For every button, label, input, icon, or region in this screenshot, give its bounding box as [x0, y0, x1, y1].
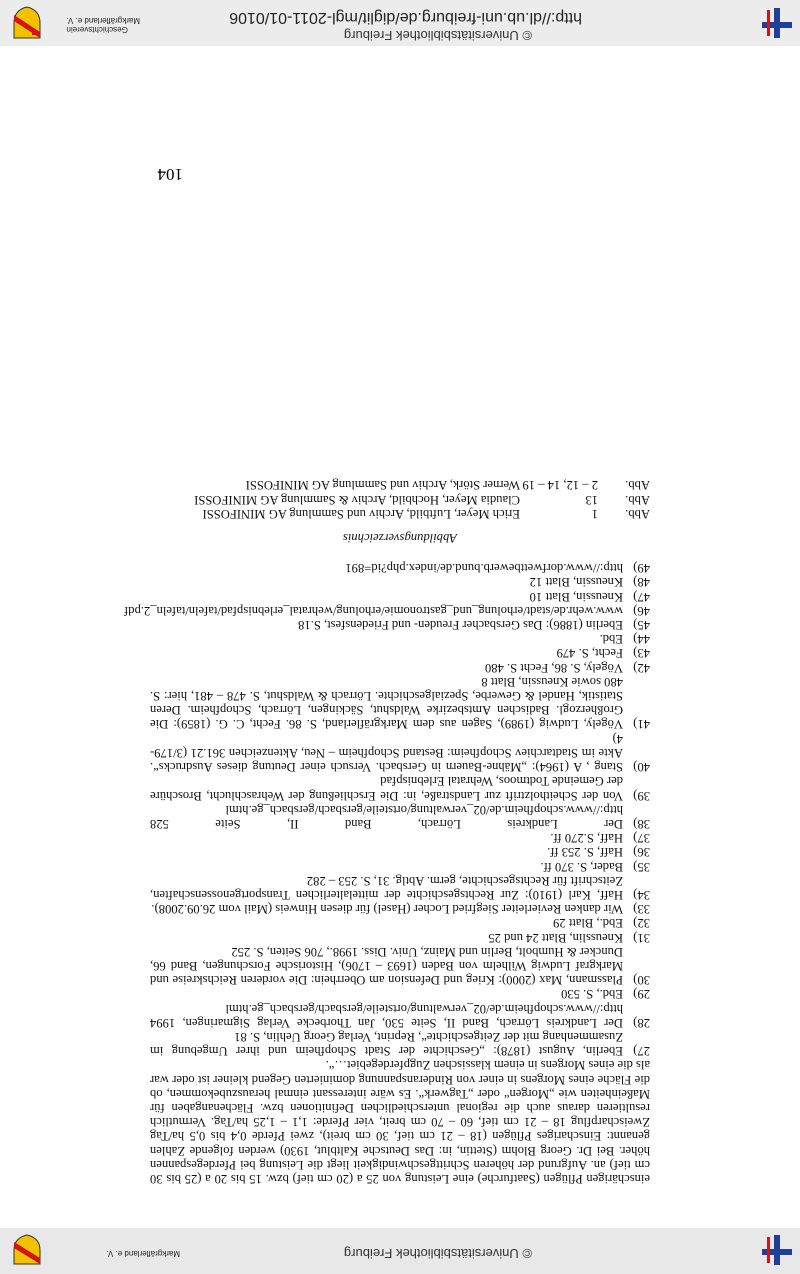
footnote	[150, 845, 650, 859]
footnote-number: 35)	[633, 859, 650, 874]
footnote-text: Ebd., S. 530	[561, 987, 623, 1002]
footnote	[150, 646, 650, 660]
document-body	[124, 478, 650, 1186]
footnote-number: 39)	[633, 788, 650, 803]
footnote	[150, 774, 650, 802]
society-crest-icon	[12, 6, 42, 40]
footnote-text: Von der Scheitholztrift zur Landstraße, in: Die Erschließung der Wehraschlucht, Broschüre der Gemeinde Todtmoos, Wehratal Erlebnispfad	[150, 774, 623, 803]
footnote-number: 38)	[633, 816, 650, 831]
footnote	[150, 732, 650, 775]
footnote-number: 28)	[633, 1015, 650, 1030]
footnote-number: 29)	[633, 987, 650, 1002]
footnote-number: 44)	[633, 632, 650, 647]
footer-society-text: Markgräflerland e. V.	[106, 1249, 180, 1258]
footnote-text: Wir danken Revierleiter Siegfried Locher (Hasel) für diesen Hinweis (Mail vom 26.09.2008).	[151, 902, 623, 917]
footnote-text: Der Landkreis Lörrach, Band II, Seite 528 http://www.schopfheim.de/02_verwaltung/ortsteile/gersbach/gersbach_ge.html	[150, 802, 623, 831]
ub-logo-icon	[760, 6, 794, 40]
footnote	[150, 589, 650, 603]
figure-credit	[150, 492, 650, 506]
footnote-number: 47)	[633, 589, 650, 604]
figure-source: Claudia Meyer, Hochbild, Archiv & Sammlung AG MINIFOSSI	[194, 492, 520, 507]
header-library-text: © Universitätsbibliothek Freiburg	[343, 28, 532, 43]
footnotes-list	[124, 561, 650, 1059]
footnote	[150, 859, 650, 873]
footnote-text: Eberlin (1886): Das Gersbacher Freuden- und Friedensfest, S.18	[298, 618, 623, 633]
intro-paragraph: einschärigen Pflügen (Saatfurche) eine Leistung von 25 a (20 cm tief) bzw. 15 bis 20 a (25 bis 30 cm tief) an. Aufgrund der höheren Schrittgeschwindigkeit liegt die Leistung bei Pferdegespannen höher. Bei Dr. Georg Blohm (Stettin, in: Das Deutsche Kaltblut, 1930) werden folgende Zahlen genannt: Einschariges Pflügen (18 – 21 cm tief, 30 cm breit), zwei Pferde 0,4 bis 0,5 ha/Tag Zweischarpflug 18 – 21 cm tief, 60 – 70 cm breit, vier Pferde: 1,1 – 1,25 ha/Tag. Vermutlich resultieren daraus auch die regional unterschiedlichen Definitionen bzw. Flächenangaben für Maßeinheiten wie „Morgen“ oder „Tagwerk“. Es wäre interessant einmal herauszubekommen, ob die Fläche eines Morgens in einer von Rinderanspannung dominierten Gegend kleiner ist oder war als die eines Morgens in einem klassischen Zugpferdegebiet…“.	[150, 1058, 650, 1186]
footer-library-text: © Universitätsbibliothek Freiburg	[343, 1246, 532, 1261]
footnote	[150, 916, 650, 930]
figure-label: Abb.	[625, 506, 650, 521]
footnote-number: 42)	[633, 660, 650, 675]
footnote	[150, 561, 650, 575]
footnote-text: Plassmann, Max (2000): Krieg und Defension am Oberrhein: Die vorderen Reichskreise und Markgraf Ludwig Wilhelm von Baden (1693 – 1706), Historische Forschungen, Band 66, Duncker & Humbolt, Berlin und Mainz, Univ. Diss. 1998., 706 Seiten, S. 252	[150, 944, 623, 988]
footnote	[150, 675, 650, 732]
footnote	[150, 575, 650, 589]
figure-source: Erich Meyer, Luftbild, Archiv und Sammlung AG MINIFOSSI	[202, 506, 520, 521]
footnote	[150, 618, 650, 632]
footnote	[124, 603, 650, 618]
footnote-text: www.wehr.de/stadt/erholung_und_gastronomie/erholung/wehratal_erlebnispfad/tafeln/tafeln_2.pdf	[124, 603, 623, 618]
footnote-number: 40)	[633, 760, 650, 775]
footnote-number: 37)	[633, 831, 650, 846]
footnote-number: 46)	[633, 603, 650, 618]
figure-label: Abb.	[625, 492, 650, 507]
footnote-text: Fecht, S. 479	[556, 646, 623, 661]
footnote-number: 34)	[633, 887, 650, 902]
footnote	[150, 945, 650, 988]
footnote-number: 30)	[633, 973, 650, 988]
figures-heading: Abbildungsverzeichnis	[342, 531, 458, 546]
figure-source: Werner Störk, Archiv und Sammlung AG MINIFOSSI	[245, 478, 520, 493]
footer-bar	[0, 1228, 800, 1274]
footnote-number: 49)	[633, 561, 650, 576]
footnote	[150, 1001, 650, 1029]
footnote-number: 36)	[633, 845, 650, 860]
footnote-text: Ebd., Blatt 29	[553, 916, 623, 931]
footnote-number: 43)	[633, 646, 650, 661]
header-url-link[interactable]: http://dl.ub.uni-freiburg.de/diglit/mgl-2011-01/0106	[229, 9, 582, 26]
footnote-text: Vögely, S. 86, Fecht S. 480	[484, 660, 623, 675]
footnote-number: 32)	[633, 916, 650, 931]
footnote-text: Der Landkreis Lörrach, Band II, Seite 530, Jan Thorbecke Verlag Sigmaringen, 1994 http://www.schopfheim.de/02_verwaltung/ortsteile/gersbach/gersbach_ge.html	[150, 1001, 623, 1030]
footnote	[150, 831, 650, 845]
footnote	[150, 632, 650, 646]
footnote-number: 27)	[633, 1044, 650, 1059]
footnote-text: Kneussin, Blatt 12	[529, 575, 623, 590]
footnote-text: Eberlin, August (1878): „Geschichte der Stadt Schopfheim und ihrer Umgebung im Zusammenhang mit der Zeitgeschichte“, Reprint, Verlag Georg Uehlin, S. 81	[150, 1029, 623, 1059]
footnote-text: Stang , A (1964): „Mähne-Bauern in Gersbach. Versuch einer Deutung dieses Ausdrucks“. Akte im Stadtarchiev Schopfheim: Bestand Schopfheim – Neu, Aktenzeichen 361.21 (3/179-4)	[150, 731, 623, 775]
footnote-text: Haff, S.270 ff.	[550, 831, 623, 846]
figure-credit	[150, 507, 650, 521]
figure-range: 2 – 12, 14 – 19	[522, 478, 598, 493]
footnote-text: Kneussin, Blatt 10	[529, 589, 623, 604]
footnote-text: Kneusslin, Blatt 24 und 25	[488, 930, 623, 945]
society-crest-icon	[12, 1234, 42, 1266]
society-region: Markgräflerland e. V.	[66, 16, 140, 25]
footnote	[150, 660, 650, 674]
header-bar	[0, 0, 800, 46]
footnote	[150, 902, 650, 916]
footnote	[150, 930, 650, 944]
footnote-text: Vögely, Ludwig (1989), Sagen aus dem Markgräflerland, S. 86. Fecht, C. G. (1859): Die Großherzogl. Badischen Amtsbezirke Waldshut, Säckingen, Lörrach, Schopfheim. Deren Statistik, Handel & Gewerbe, Spezialgeschichte. Lörrach & Waldshut, S. 478 – 481, hier: S. 480 sowie Kneussin, Blatt 8	[150, 674, 623, 732]
footnote-number: 45)	[633, 618, 650, 633]
society-name: Geschichtsverein	[66, 25, 128, 34]
footnote-text: Haff, S. 253 ff.	[547, 845, 623, 860]
footnote-number: 48)	[633, 575, 650, 590]
figure-label: Abb.	[625, 478, 650, 493]
footnote-number: 33)	[633, 902, 650, 917]
figure-range: 13	[585, 492, 598, 507]
page-number: 104	[157, 165, 183, 184]
footnote-text: Ebd.	[599, 632, 623, 647]
footnote-number: 31)	[633, 930, 650, 945]
header-society-text	[66, 16, 140, 34]
footnote-text: Bader, S. 370 ff.	[540, 859, 623, 874]
ub-logo-icon	[760, 1233, 794, 1267]
figure-credit	[150, 478, 650, 492]
footnote	[150, 1030, 650, 1058]
footnote	[150, 803, 650, 831]
figures-list	[150, 478, 650, 521]
footnote	[150, 874, 650, 902]
figure-range: 1	[591, 506, 598, 521]
footnote-text: Haff, Karl (1910): Zur Rechtsgeschichte der mittelalterlichen Transportgenossenschaften, Zeitschrift für Rechtsgeschichte, germ. Abtlg. 31, S. 253 – 282	[150, 873, 623, 902]
footnote	[150, 987, 650, 1001]
footnote-number: 41)	[633, 717, 650, 732]
footnote-text: http://www.dorfwettbewerb.bund.de/index.php?id=891	[345, 561, 623, 576]
